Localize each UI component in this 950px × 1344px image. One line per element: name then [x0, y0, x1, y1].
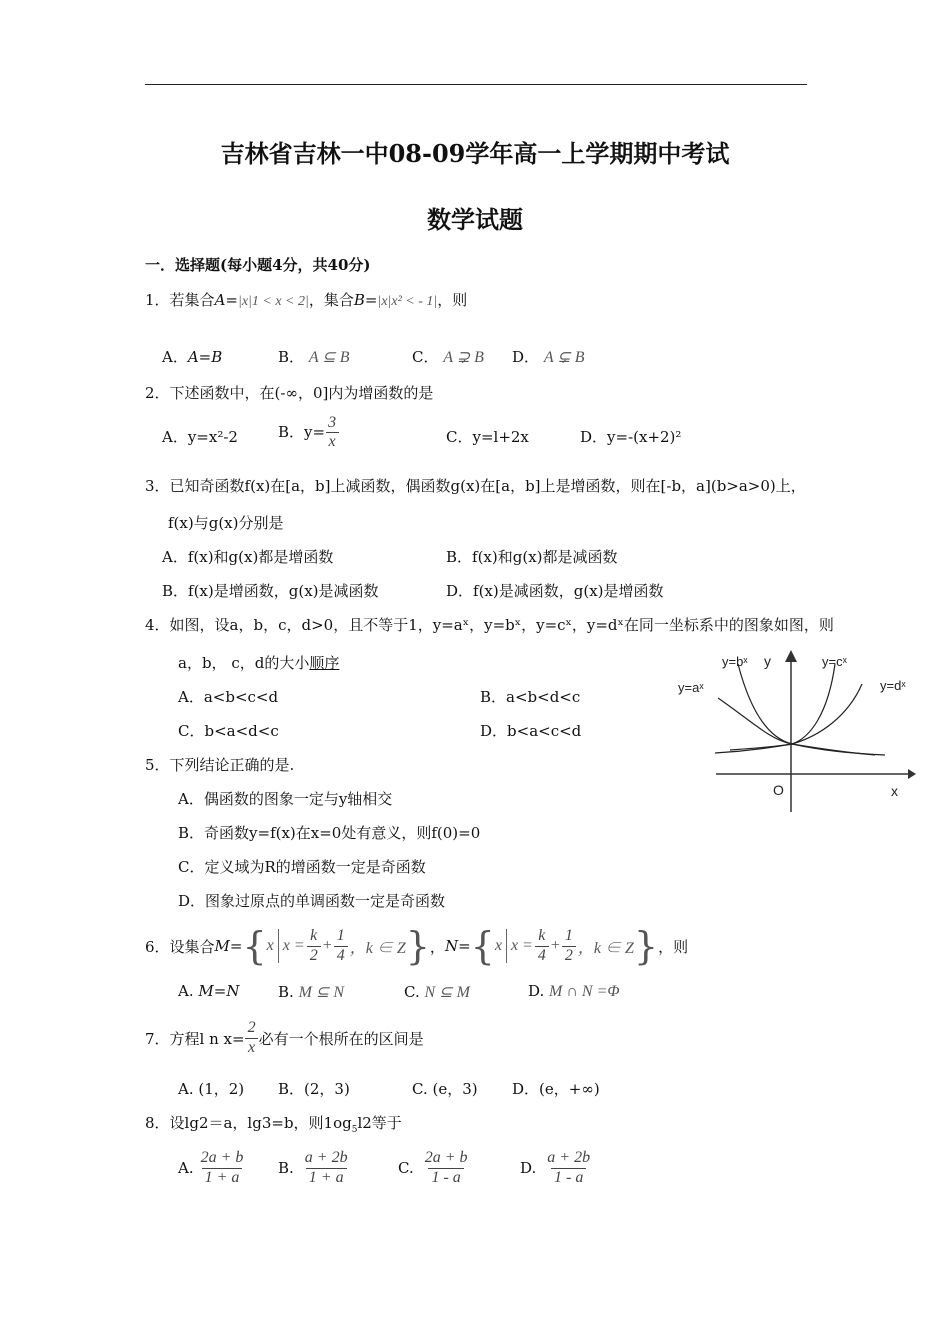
question-5-option-c: C．定义域为R的增函数一定是奇函数	[178, 858, 426, 876]
question-2-stem: 2．下述函数中，在(-∞，0]内为增函数的是	[145, 384, 434, 402]
question-3-option-d: D．f(x)是减函数，g(x)是增函数	[446, 582, 664, 600]
question-3-option-a: A．f(x)和g(x)都是增函数	[162, 548, 334, 566]
question-4-stem-cont: a，b， c，d的大小顺序	[178, 654, 340, 672]
header-rule	[145, 84, 807, 85]
question-1-stem: 1．若集合A=|x|1 < x < 2|，集合B=|x|x² < - 1|，则	[145, 291, 468, 309]
question-2-option-b: B．y= $\frac{3}{x}$	[278, 414, 339, 452]
question-8-stem: 8．设lg2＝a，lg3=b，则$1og_5l2$等于	[145, 1114, 402, 1135]
question-7-option-b: B．(2，3)	[278, 1080, 350, 1098]
curve-b	[738, 664, 885, 755]
question-7-option-d: D．(e，+∞)	[512, 1080, 600, 1098]
question-5-option-b: B．奇函数y=f(x)在x=0处有意义，则f(0)=0	[178, 824, 481, 842]
x-axis-arrow-icon	[908, 769, 916, 779]
label-y: y	[764, 653, 771, 669]
set-b: x|x² < - 1	[381, 294, 434, 309]
label-c: y=cˣ	[822, 654, 847, 669]
question-7-option-c: C. (e，3)	[412, 1080, 478, 1098]
question-4-option-c: C．b<a<d<c	[178, 722, 279, 740]
question-5-option-d: D．图象过原点的单调函数一定是奇函数	[178, 892, 446, 910]
question-5-stem: 5．下列结论正确的是.	[145, 756, 295, 774]
label-d: y=dˣ	[880, 678, 906, 693]
exponential-graph	[670, 640, 920, 815]
question-3-stem: 3．已知奇函数f(x)在[a，b]上减函数，偶函数g(x)在[a，b]上是增函数，则在[-b，a](b>a>0)上，	[145, 477, 806, 495]
question-6-option-c: C. N ⊆ M	[404, 983, 470, 1001]
question-3-option-b: B．f(x)和g(x)都是减函数	[446, 548, 618, 566]
question-3-stem-cont: f(x)与g(x)分别是	[168, 514, 284, 532]
question-8-option-b: B. $\frac{a + 2b}{1 + a}$	[278, 1149, 348, 1186]
question-1-option-a: A．A=B	[162, 348, 223, 366]
question-8-option-c: C. $\frac{2a + b}{1 - a}$	[398, 1149, 468, 1186]
question-6-option-a: A. M=N	[178, 982, 240, 1000]
question-6-stem: 6．设集合 M= { x x = $\frac{k}{2}$ + $\frac{1}{4}$ ，k ∈ Z } ， N= { x x = $\frac{k}{4}$ + $\frac{1}{2}$ ，k ∈ Z } ，则	[145, 924, 689, 968]
question-4-option-a: A．a<b<c<d	[178, 688, 279, 706]
question-8-option-a: A. $\frac{2a + b}{1 + a}$	[178, 1149, 244, 1186]
question-4-option-b: B．a<b<d<c	[480, 688, 581, 706]
curve-a	[718, 698, 875, 755]
question-1-option-d: D． A ⊊ B	[512, 348, 585, 366]
set-a: x|1 < x < 2	[241, 294, 305, 309]
question-6-option-d: D. M ∩ N =Φ	[528, 982, 620, 1000]
question-7-option-a: A. (1，2)	[178, 1080, 245, 1098]
label-x: x	[891, 783, 898, 799]
question-7-stem: 7．方程l n x= $\frac{2}{x}$ 必有一个根所在的区间是	[145, 1019, 424, 1056]
label-a: y=aˣ	[678, 680, 704, 695]
page-title: 吉林省吉林一中08-09学年高一上学期期中考试	[220, 139, 730, 168]
question-5-option-a: A．偶函数的图象一定与y轴相交	[178, 790, 393, 808]
question-2-option-d: D．y=-(x+2)²	[580, 428, 682, 446]
question-8-option-d: D. $\frac{a + 2b}{1 - a}$	[520, 1149, 591, 1186]
curve-c	[730, 664, 835, 750]
question-3-option-c: B．f(x)是增函数，g(x)是减函数	[162, 582, 379, 600]
page-subtitle: 数学试题	[427, 205, 523, 234]
question-4-stem: 4．如图，设a，b，c，d>0，且不等于1，y=aˣ，y=bˣ，y=cˣ，y=dˣ在同一坐标系中的图象如图，则	[145, 616, 834, 634]
question-1-option-b: B． A ⊆ B	[278, 348, 350, 366]
question-2-option-c: C．y=l+2x	[446, 428, 529, 446]
question-1-option-c: C． A ⊋ B	[412, 348, 484, 366]
question-6-option-b: B. M ⊆ N	[278, 983, 344, 1001]
question-2-option-a: A．y=x²-2	[162, 428, 238, 446]
section-heading: 一．选择题(每小题4分，共40分)	[145, 256, 371, 274]
question-4-option-d: D．b<a<c<d	[480, 722, 582, 740]
y-axis-arrow-icon	[785, 650, 797, 662]
label-origin: O	[773, 782, 784, 798]
label-b: y=bˣ	[722, 654, 748, 669]
